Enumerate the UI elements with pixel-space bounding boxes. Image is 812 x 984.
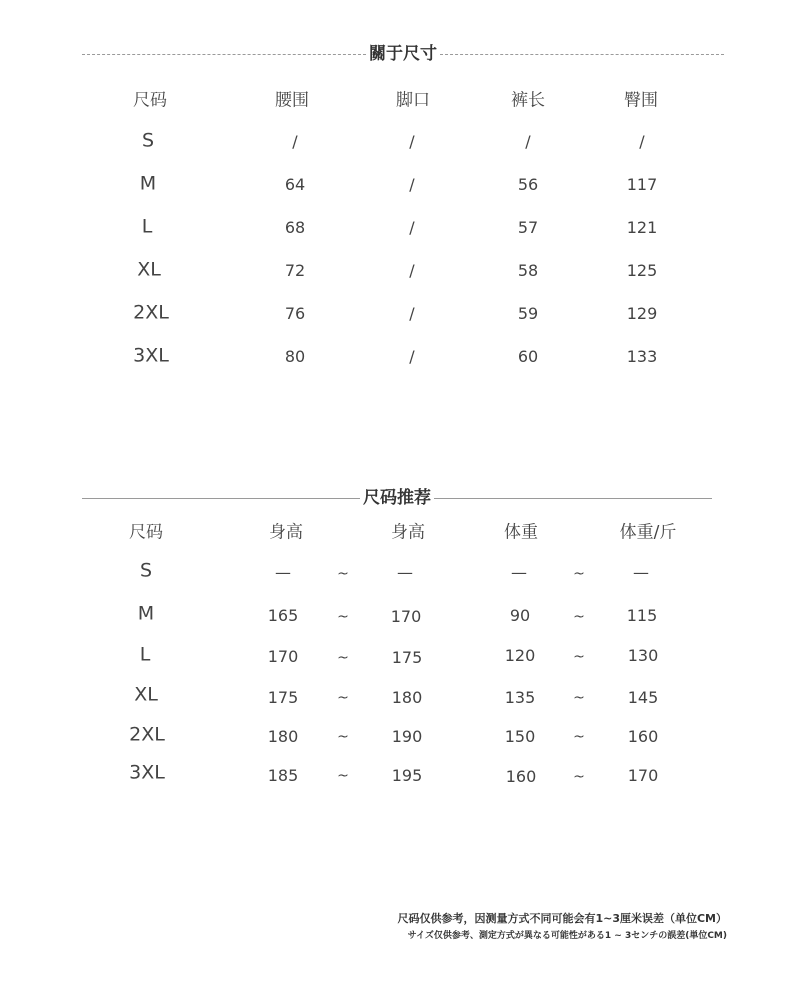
waist-cell: 76	[284, 304, 306, 323]
weight-max-cell: 130	[627, 646, 659, 665]
size-cell: L	[139, 643, 151, 666]
size-header-hip: 臀围	[624, 90, 658, 111]
tilde-separator: ~	[337, 729, 349, 745]
tilde-separator: ~	[337, 690, 349, 706]
length-cell: 58	[517, 261, 539, 280]
height-max-cell: 195	[391, 766, 423, 785]
hem-cell: /	[409, 132, 415, 151]
length-cell: 56	[517, 175, 539, 194]
waist-cell: 72	[284, 261, 306, 280]
weight-min-cell: —	[511, 563, 527, 582]
tilde-separator: ~	[337, 566, 349, 582]
size-cell: 3XL	[129, 761, 165, 784]
tilde-separator: ~	[573, 566, 585, 582]
tilde-separator: ~	[573, 769, 585, 785]
hem-cell: /	[409, 218, 415, 237]
recommend-section-title: 尺码推荐	[363, 488, 431, 508]
hem-cell: /	[409, 347, 415, 366]
hem-cell: /	[409, 261, 415, 280]
hip-cell: 117	[626, 175, 658, 194]
length-cell: 59	[517, 304, 539, 323]
size-cell: 3XL	[133, 344, 169, 367]
weight-max-cell: 115	[626, 606, 658, 625]
recommend-header-size: 尺码	[129, 522, 163, 543]
hip-cell: 125	[626, 261, 658, 280]
recommend-header-weight-min: 体重	[504, 522, 538, 543]
height-max-cell: 180	[391, 688, 423, 707]
tilde-separator: ~	[337, 609, 349, 625]
length-cell: /	[525, 132, 531, 151]
divider-line-left	[82, 54, 366, 55]
size-cell: L	[141, 215, 153, 238]
weight-max-cell: 160	[627, 727, 659, 746]
waist-cell: /	[292, 132, 298, 151]
recommend-header-height-max: 身高	[391, 522, 425, 543]
hem-cell: /	[409, 304, 415, 323]
tilde-separator: ~	[573, 609, 585, 625]
waist-cell: 68	[284, 218, 306, 237]
weight-min-cell: 150	[504, 727, 536, 746]
hem-cell: /	[409, 175, 415, 194]
height-min-cell: —	[275, 563, 291, 582]
hip-cell: 133	[626, 347, 658, 366]
weight-min-cell: 160	[505, 767, 537, 786]
divider-line-right	[440, 54, 724, 55]
size-cell: M	[137, 602, 155, 625]
length-cell: 57	[517, 218, 539, 237]
size-cell: S	[141, 129, 155, 152]
height-max-cell: 190	[391, 727, 423, 746]
waist-cell: 64	[284, 175, 306, 194]
weight-min-cell: 135	[504, 688, 536, 707]
height-max-cell: 175	[391, 648, 423, 667]
height-min-cell: 170	[267, 647, 299, 666]
hip-cell: /	[639, 132, 645, 151]
height-min-cell: 185	[267, 766, 299, 785]
tilde-separator: ~	[573, 690, 585, 706]
size-section-title-row	[82, 42, 724, 66]
weight-min-cell: 120	[504, 646, 536, 665]
waist-cell: 80	[284, 347, 306, 366]
height-max-cell: —	[397, 563, 413, 582]
size-cell: M	[139, 172, 157, 195]
weight-max-cell: 145	[627, 688, 659, 707]
height-min-cell: 175	[267, 688, 299, 707]
size-section-title: 關于尺寸	[369, 44, 437, 64]
size-cell: 2XL	[129, 723, 165, 746]
size-header-hem: 脚口	[396, 90, 430, 111]
tilde-separator: ~	[337, 650, 349, 666]
hip-cell: 121	[626, 218, 658, 237]
height-max-cell: 170	[390, 607, 422, 626]
divider-line-right	[434, 498, 712, 499]
hip-cell: 129	[626, 304, 658, 323]
size-header-waist: 腰围	[275, 90, 309, 111]
height-min-cell: 180	[267, 727, 299, 746]
recommend-section-title-row	[82, 486, 712, 510]
height-min-cell: 165	[267, 606, 299, 625]
weight-max-cell: 170	[627, 766, 659, 785]
recommend-header-weight-max: 体重/斤	[619, 522, 677, 543]
footnote-japanese: サイズ仅供参考、測定方式が異なる可能性がある1 ~ 3センチの誤差(単位CM)	[407, 931, 727, 941]
size-header-length: 裤长	[511, 90, 545, 111]
tilde-separator: ~	[573, 649, 585, 665]
size-cell: S	[139, 559, 153, 582]
size-cell: XL	[134, 683, 158, 706]
recommend-header-height-min: 身高	[269, 522, 303, 543]
size-cell: 2XL	[133, 301, 169, 324]
weight-max-cell: —	[633, 563, 649, 582]
weight-min-cell: 90	[509, 606, 531, 625]
divider-line-left	[82, 498, 360, 499]
footnote-chinese: 尺码仅供参考，因测量方式不同可能会有1~3厘米误差（单位CM）	[397, 912, 727, 925]
tilde-separator: ~	[337, 768, 349, 784]
length-cell: 60	[517, 347, 539, 366]
size-header-size: 尺码	[133, 90, 167, 111]
size-cell: XL	[137, 258, 161, 281]
tilde-separator: ~	[573, 729, 585, 745]
